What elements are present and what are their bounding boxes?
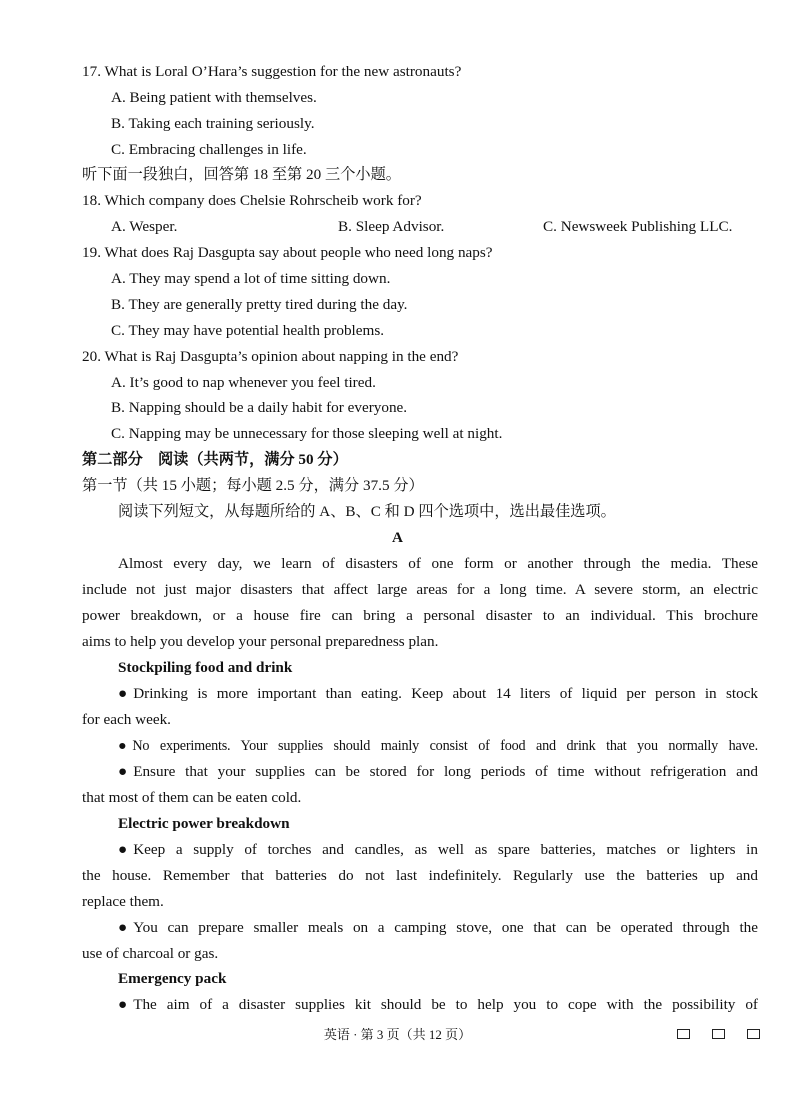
question-17-stem: 17. What is Loral O’Hara’s suggestion for the new astronauts? bbox=[82, 63, 462, 80]
bullet-icon: ● bbox=[118, 685, 128, 702]
power-bullet-2-text: You can prepare smaller meals on a camping stove, one that can be operated through the bbox=[133, 919, 758, 936]
question-20-option-a: A. It’s good to nap whenever you feel tired. bbox=[111, 374, 376, 391]
intro-line-2: include not just major disasters that affect large areas for a long time. A severe storm, an electric bbox=[82, 581, 758, 598]
reading-instruction: 阅读下列短文，从每题所给的 A、B、C 和 D 四个选项中，选出最佳选项。 bbox=[118, 503, 616, 520]
question-19-option-c: C. They may have potential health problems. bbox=[111, 322, 385, 339]
power-bullet-2-line-2: use of charcoal or gas. bbox=[82, 945, 219, 962]
food-bullet-1-line-2: for each week. bbox=[82, 711, 171, 728]
power-bullet-1-line-1 bbox=[118, 837, 758, 863]
food-heading: Stockpiling food and drink bbox=[118, 659, 293, 676]
food-bullet-1-text: Drinking is more important than eating. Keep about 14 liters of liquid per person in stock bbox=[133, 685, 758, 702]
question-19-option-b: B. They are generally pretty tired during the day. bbox=[111, 296, 408, 313]
empty-box-icon bbox=[747, 1029, 760, 1039]
food-bullet-3-line-1 bbox=[118, 759, 758, 785]
power-heading: Electric power breakdown bbox=[118, 815, 290, 832]
pack-heading: Emergency pack bbox=[118, 970, 227, 987]
question-17-option-c: C. Embracing challenges in life. bbox=[111, 141, 307, 158]
section1-heading: 第一节（共 15 小题；每小题 2.5 分，满分 37.5 分） bbox=[82, 477, 424, 494]
power-bullet-1-line-2: the house. Remember that batteries do not last indefinitely. Regularly use the batteries up and bbox=[82, 867, 758, 884]
intro-line-3: power breakdown, or a house fire can bring a personal disaster to an individual. This brochure bbox=[82, 607, 758, 624]
part2-heading: 第二部分 阅读（共两节，满分 50 分） bbox=[82, 451, 348, 468]
bullet-icon: ● bbox=[118, 919, 128, 936]
question-18-option-b: B. Sleep Advisor. bbox=[338, 218, 445, 235]
pack-bullet-1-line-1 bbox=[118, 992, 758, 1018]
food-bullet-3-text: Ensure that your supplies can be stored for long periods of time without refrigeration and bbox=[133, 763, 758, 780]
empty-box-icon bbox=[712, 1029, 725, 1039]
question-19-option-a: A. They may spend a lot of time sitting down. bbox=[111, 270, 391, 287]
question-18-options bbox=[111, 214, 758, 240]
power-bullet-1-text: Keep a supply of torches and candles, as well as spare batteries, matches or lighters in bbox=[133, 841, 758, 858]
question-19-stem: 19. What does Raj Dasgupta say about people who need long naps? bbox=[82, 244, 493, 261]
page-footer: 英语 · 第 3 页（共 12 页） bbox=[323, 1027, 472, 1042]
bullet-icon: ● bbox=[118, 996, 128, 1013]
food-bullet-3-line-2: that most of them can be eaten cold. bbox=[82, 789, 302, 806]
bullet-icon: ● bbox=[118, 841, 128, 858]
empty-box-icon bbox=[677, 1029, 690, 1039]
power-bullet-1-line-3: replace them. bbox=[82, 893, 164, 910]
question-18-stem: 18. Which company does Chelsie Rohrscheib work for? bbox=[82, 192, 422, 209]
intro-line-1: Almost every day, we learn of disasters of one form or another through the media. These bbox=[118, 555, 758, 572]
question-17-option-a: A. Being patient with themselves. bbox=[111, 89, 317, 106]
bullet-icon: ● bbox=[118, 763, 128, 780]
pack-bullet-1-text: The aim of a disaster supplies kit should be to help you to cope with the possibility of bbox=[133, 996, 758, 1013]
food-bullet-2 bbox=[118, 733, 758, 759]
food-bullet-2-text: No experiments. Your supplies should mainly consist of food and drink that you normally have. bbox=[132, 738, 758, 754]
question-18-option-c: C. Newsweek Publishing LLC. bbox=[543, 218, 733, 235]
monologue-instruction: 听下面一段独白，回答第 18 至第 20 三个小题。 bbox=[82, 166, 401, 183]
question-20-stem: 20. What is Raj Dasgupta’s opinion about napping in the end? bbox=[82, 348, 459, 365]
question-20-option-b: B. Napping should be a daily habit for everyone. bbox=[111, 399, 408, 416]
power-bullet-2-line-1 bbox=[118, 915, 758, 941]
question-17-option-b: B. Taking each training seriously. bbox=[111, 115, 315, 132]
passage-label: A bbox=[392, 529, 403, 546]
footer-marks bbox=[677, 1029, 782, 1039]
food-bullet-1-line-1 bbox=[118, 681, 758, 707]
question-20-option-c: C. Napping may be unnecessary for those sleeping well at night. bbox=[111, 425, 503, 442]
intro-line-4: aims to help you develop your personal preparedness plan. bbox=[82, 633, 439, 650]
question-18-option-a: A. Wesper. bbox=[111, 218, 178, 235]
bullet-icon: ● bbox=[118, 738, 127, 754]
